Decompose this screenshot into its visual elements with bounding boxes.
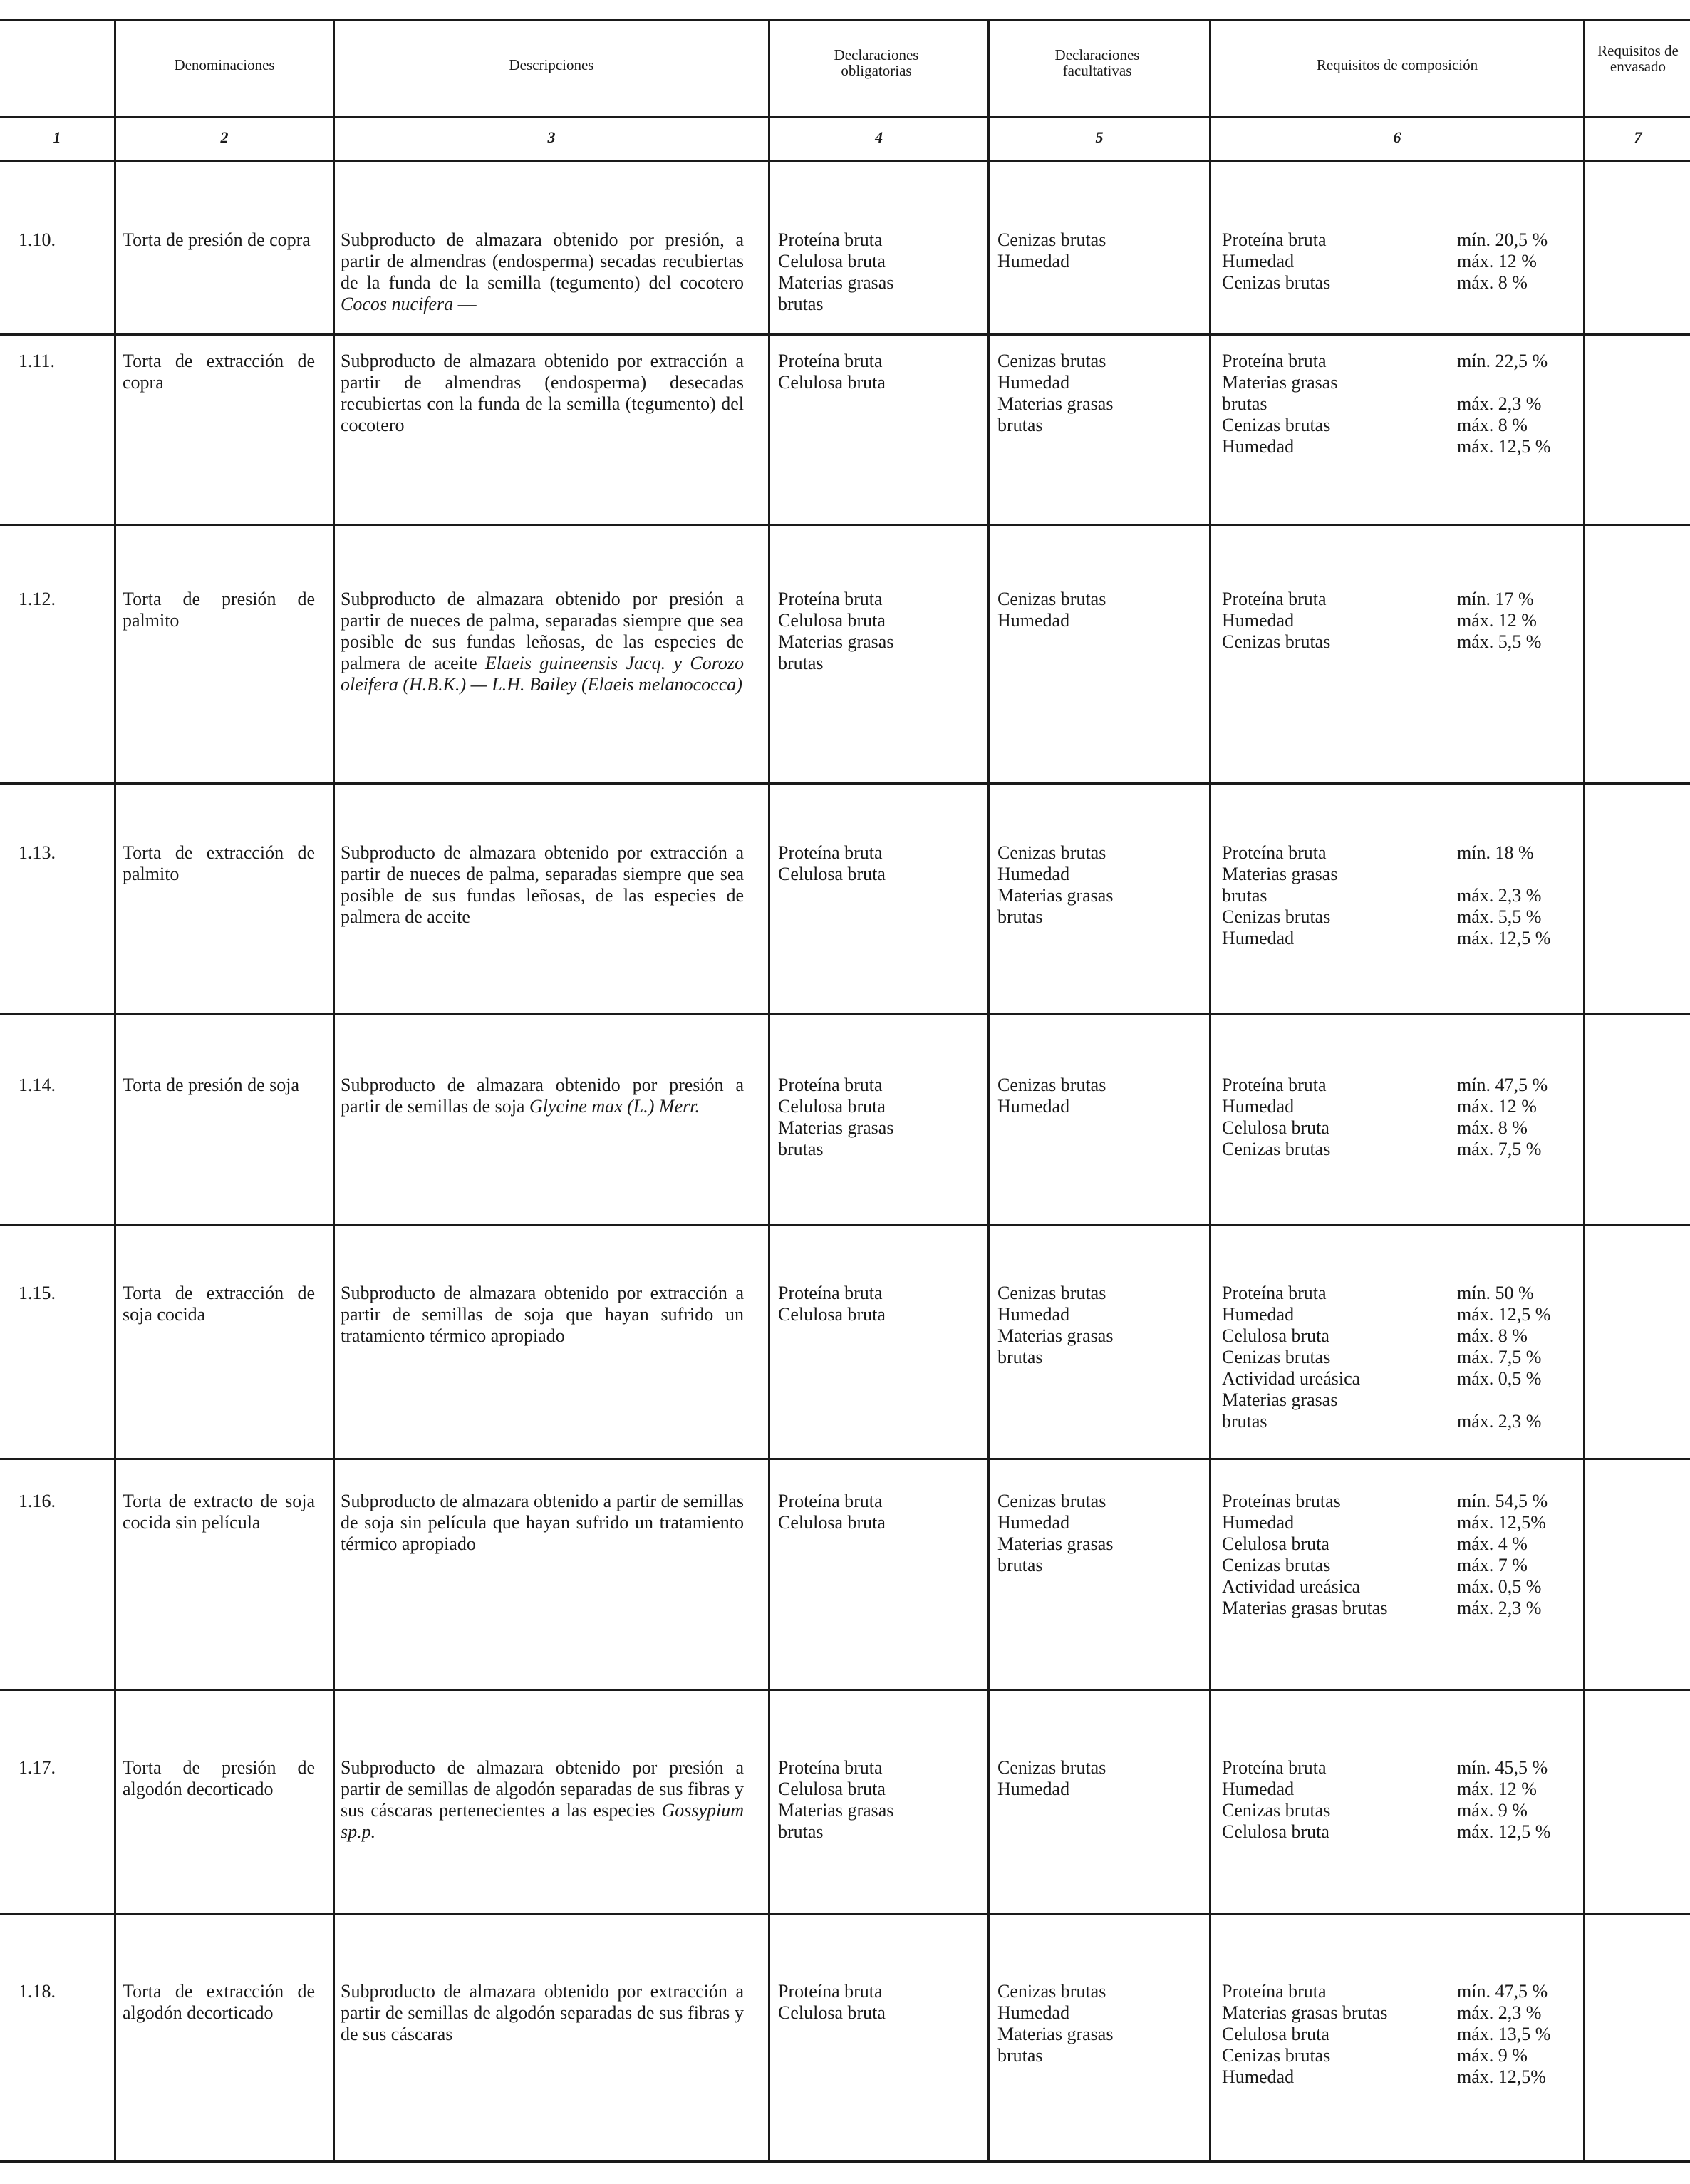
requisito-name: Cenizas brutas: [1222, 415, 1331, 435]
row-divider: [0, 1458, 1690, 1460]
row-descripcion: [341, 1075, 744, 1117]
column-number: 2: [220, 128, 229, 146]
row-number: 1.14.: [19, 1075, 56, 1095]
requisito-value: máx. 2,3 %: [1457, 1598, 1542, 1618]
requisito-name: Humedad: [1222, 610, 1295, 631]
declaraciones-obligatorias-list: [778, 1491, 886, 1533]
requisito-value: máx. 8 %: [1457, 272, 1528, 293]
header-declaraciones-facultativas: Declaraciones facultativas: [1054, 46, 1140, 79]
requisito-value: máx. 12,5%: [1457, 2066, 1546, 2087]
requisito-name: brutas: [1222, 393, 1268, 414]
requisito-value: [1457, 1389, 1550, 1411]
requisito-item: [1222, 351, 1550, 372]
requisito-name: Humedad: [1222, 1096, 1295, 1117]
requisito-value: máx. 12,5%: [1457, 1512, 1546, 1533]
requisito-name: Actividad ureásica: [1222, 1368, 1361, 1389]
requisito-name: Cenizas brutas: [1222, 906, 1331, 927]
requisito-value: máx. 7,5 %: [1457, 1139, 1542, 1159]
requisito-value: máx. 7,5 %: [1457, 1347, 1542, 1367]
declaracion-facultativa-item: Materias grasas: [997, 885, 1114, 906]
requisito-value: máx. 12,5 %: [1457, 928, 1551, 948]
requisito-item: [1222, 1533, 1550, 1555]
requisito-item: [1222, 1283, 1550, 1304]
requisito-item: [1222, 1139, 1550, 1160]
requisito-value: mín. 47,5 %: [1457, 1981, 1548, 2002]
requisito-item: [1222, 1304, 1550, 1325]
declaraciones-facultativas-list: [997, 1283, 1113, 1368]
declaracion-obligatoria-item: Materias grasas: [778, 631, 894, 652]
table-top-border: [0, 19, 1690, 21]
requisito-name: Proteínas brutas: [1222, 1491, 1341, 1511]
declaracion-obligatoria-item: Celulosa bruta: [778, 864, 886, 884]
requisito-item: [1222, 1981, 1550, 2002]
declaracion-facultativa-item: Humedad: [997, 372, 1070, 393]
declaracion-facultativa-item: Humedad: [997, 2002, 1070, 2023]
requisito-item: [1222, 436, 1550, 457]
declaracion-facultativa-item: Materias grasas: [997, 2024, 1114, 2044]
descripcion-species: Cocos nucifera: [341, 294, 454, 314]
requisito-name: Materias grasas: [1222, 864, 1338, 884]
declaracion-obligatoria-item: Celulosa bruta: [778, 251, 886, 271]
row-denominacion: Torta de extracción de algodón decorticado: [123, 1981, 315, 2023]
requisito-value: mín. 50 %: [1457, 1283, 1534, 1303]
descripcion-text: Subproducto de almazara obtenido por presión, a partir de almendras (endosperma) secadas recubiertas de la funda de la semilla (tegumento) del cocotero: [341, 229, 744, 293]
requisito-name: Cenizas brutas: [1222, 1139, 1331, 1159]
column-number: 6: [1393, 128, 1401, 146]
descripcion-species: Gossypium sp.p.: [341, 1800, 744, 1842]
requisito-value: máx. 12 %: [1457, 1096, 1537, 1117]
requisito-value: máx. 9 %: [1457, 2045, 1528, 2066]
requisito-name: Celulosa bruta: [1222, 1325, 1329, 1346]
requisito-item: [1222, 1368, 1550, 1389]
requisito-item: [1222, 1757, 1550, 1779]
descripcion-text: Subproducto de almazara obtenido por presión a partir de semillas de soja: [341, 1075, 744, 1117]
declaracion-obligatoria-item: brutas: [778, 1821, 824, 1842]
requisito-name: Humedad: [1222, 2066, 1295, 2087]
row-descripcion: [341, 229, 744, 315]
declaracion-obligatoria-item: brutas: [778, 1139, 824, 1159]
requisito-value: máx. 8 %: [1457, 1325, 1528, 1346]
requisito-item: [1222, 372, 1550, 393]
descripcion-species: Elaeis guineensis Jacq. y Corozo oleifera (H.B.K.) — L.H. Bailey (Elaeis melanococca): [341, 653, 745, 695]
declaracion-facultativa-item: Humedad: [997, 864, 1070, 884]
requisito-item: [1222, 2045, 1550, 2066]
requisito-name: Humedad: [1222, 1512, 1295, 1533]
declaracion-facultativa-item: Cenizas brutas: [997, 351, 1106, 371]
declaraciones-facultativas-list: [997, 351, 1113, 436]
declaracion-facultativa-item: brutas: [997, 2045, 1043, 2066]
declaracion-obligatoria-item: Celulosa bruta: [778, 1304, 886, 1325]
declaraciones-obligatorias-list: [778, 1283, 886, 1325]
requisito-name: Proteína bruta: [1222, 1757, 1327, 1778]
row-divider: [0, 1224, 1690, 1226]
row-number: 1.12.: [19, 589, 56, 609]
declaracion-facultativa-item: Cenizas brutas: [997, 1283, 1106, 1303]
declaracion-obligatoria-item: Celulosa bruta: [778, 2002, 886, 2023]
requisito-value: máx. 5,5 %: [1457, 631, 1542, 652]
requisito-value: mín. 18 %: [1457, 842, 1534, 863]
requisito-name: Cenizas brutas: [1222, 1555, 1331, 1575]
declaracion-obligatoria-item: Materias grasas: [778, 272, 894, 293]
requisito-name: brutas: [1222, 1411, 1268, 1432]
declaracion-obligatoria-item: Proteína bruta: [778, 351, 883, 371]
declaracion-facultativa-item: Humedad: [997, 610, 1070, 631]
requisito-name: Celulosa bruta: [1222, 2024, 1329, 2044]
requisito-value: máx. 9 %: [1457, 1800, 1528, 1821]
row-number: 1.13.: [19, 842, 56, 863]
requisito-value: mín. 45,5 %: [1457, 1757, 1548, 1778]
table-bottom-border: [0, 2160, 1690, 2163]
row-number: 1.17.: [19, 1757, 56, 1778]
requisito-name: Cenizas brutas: [1222, 1347, 1331, 1367]
row-descripcion: [341, 842, 744, 928]
declaraciones-obligatorias-list: [778, 1981, 886, 2024]
declaracion-obligatoria-item: Materias grasas: [778, 1117, 894, 1138]
descripcion-text: Subproducto de almazara obtenido por extracción a partir de nueces de palma, separadas siempre que sea posible de sus fundas leñosas, de las especies de palmera de aceite: [341, 842, 744, 927]
row-descripcion: [341, 1283, 744, 1347]
declaracion-facultativa-item: brutas: [997, 1347, 1043, 1367]
requisito-name: Proteína bruta: [1222, 1075, 1327, 1095]
requisito-item: [1222, 610, 1550, 631]
requisito-name: Celulosa bruta: [1222, 1117, 1329, 1138]
declaraciones-facultativas-list: [997, 1757, 1106, 1800]
row-denominacion: Torta de extracción de copra: [123, 351, 315, 393]
declaraciones-facultativas-list: [997, 1981, 1113, 2066]
requisito-name: Humedad: [1222, 1779, 1295, 1799]
declaracion-obligatoria-item: Celulosa bruta: [778, 610, 886, 631]
requisito-item: [1222, 842, 1550, 864]
header-declaraciones-obligatorias: Declaraciones obligatorias: [834, 46, 919, 79]
declaracion-facultativa-item: brutas: [997, 1555, 1043, 1575]
requisito-item: [1222, 864, 1550, 885]
requisito-item: [1222, 415, 1550, 436]
declaracion-obligatoria-item: Proteína bruta: [778, 842, 883, 863]
header-requisitos-composicion: Requisitos de composición: [1316, 56, 1478, 73]
row-divider: [0, 333, 1690, 336]
requisito-item: [1222, 1779, 1550, 1800]
row-denominacion: Torta de presión de copra: [123, 229, 311, 250]
requisito-value: mín. 22,5 %: [1457, 351, 1548, 371]
column-divider: [1583, 19, 1585, 2163]
requisito-value: máx. 12 %: [1457, 251, 1537, 271]
row-descripcion: [341, 1757, 744, 1843]
requisito-name: Proteína bruta: [1222, 842, 1327, 863]
requisitos-composicion-list: [1222, 229, 1550, 294]
column-divider: [333, 19, 335, 2163]
declaracion-obligatoria-item: Proteína bruta: [778, 1283, 883, 1303]
requisito-value: máx. 2,3 %: [1457, 1411, 1542, 1432]
requisito-name: brutas: [1222, 885, 1268, 906]
declaracion-facultativa-item: Materias grasas: [997, 1325, 1114, 1346]
header-divider: [0, 116, 1690, 118]
row-descripcion: [341, 1981, 744, 2045]
declaracion-obligatoria-item: brutas: [778, 653, 824, 673]
declaracion-obligatoria-item: Celulosa bruta: [778, 1512, 886, 1533]
requisito-value: máx. 13,5 %: [1457, 2024, 1551, 2044]
requisito-item: [1222, 1491, 1550, 1512]
requisitos-composicion-list: [1222, 589, 1550, 653]
declaracion-facultativa-item: brutas: [997, 415, 1043, 435]
descripcion-text: Subproducto de almazara obtenido por presión a partir de nueces de palma, separadas siempre que sea posible de sus fundas leñosas, de las especies de palmera de aceite: [341, 589, 744, 673]
number-row-divider: [0, 160, 1690, 162]
requisito-name: Cenizas brutas: [1222, 1800, 1331, 1821]
requisitos-composicion-list: [1222, 1283, 1550, 1432]
requisito-item: [1222, 1117, 1550, 1139]
requisito-value: máx. 0,5 %: [1457, 1576, 1542, 1597]
requisito-item: [1222, 229, 1550, 251]
row-number: 1.16.: [19, 1491, 56, 1511]
requisito-value: mín. 17 %: [1457, 589, 1534, 609]
requisito-value: [1457, 372, 1550, 393]
declaraciones-obligatorias-list: [778, 842, 886, 885]
declaracion-obligatoria-item: Celulosa bruta: [778, 1096, 886, 1117]
declaraciones-obligatorias-list: [778, 229, 893, 315]
declaracion-facultativa-item: brutas: [997, 906, 1043, 927]
requisito-value: máx. 2,3 %: [1457, 2002, 1542, 2023]
requisito-name: Celulosa bruta: [1222, 1821, 1329, 1842]
descripcion-text: Subproducto de almazara obtenido por extracción a partir de almendras (endosperma) desecadas recubiertas con la funda de la semilla (tegumento) del cocotero: [341, 351, 744, 435]
requisito-value: máx. 8 %: [1457, 1117, 1528, 1138]
row-number: 1.18.: [19, 1981, 56, 2002]
declaracion-obligatoria-item: Proteína bruta: [778, 589, 883, 609]
declaracion-facultativa-item: Cenizas brutas: [997, 1757, 1106, 1778]
declaracion-obligatoria-item: Proteína bruta: [778, 229, 883, 250]
requisitos-composicion-list: [1222, 1757, 1550, 1843]
requisito-name: Humedad: [1222, 928, 1295, 948]
requisito-item: [1222, 589, 1550, 610]
requisito-item: [1222, 251, 1550, 272]
declaracion-obligatoria-item: Celulosa bruta: [778, 372, 886, 393]
requisito-value: mín. 54,5 %: [1457, 1491, 1548, 1511]
row-divider: [0, 524, 1690, 526]
descripcion-species: Glycine max (L.) Merr.: [529, 1096, 700, 1117]
requisito-value: máx. 5,5 %: [1457, 906, 1542, 927]
declaracion-facultativa-item: Cenizas brutas: [997, 1075, 1106, 1095]
requisito-value: máx. 2,3 %: [1457, 393, 1542, 414]
declaracion-facultativa-item: Humedad: [997, 1096, 1070, 1117]
requisito-value: máx. 8 %: [1457, 415, 1528, 435]
column-number: 1: [53, 128, 61, 146]
column-number: 7: [1634, 128, 1642, 146]
declaracion-obligatoria-item: Proteína bruta: [778, 1981, 883, 2002]
column-number: 3: [547, 128, 556, 146]
requisito-name: Proteína bruta: [1222, 1981, 1327, 2002]
requisito-value: máx. 12,5 %: [1457, 1304, 1551, 1325]
descripcion-text: Subproducto de almazara obtenido por extracción a partir de semillas de soja que hayan sufrido un tratamiento térmico apropiado: [341, 1283, 744, 1346]
row-divider: [0, 1013, 1690, 1015]
requisito-item: [1222, 1821, 1550, 1843]
declaraciones-obligatorias-list: [778, 351, 886, 393]
declaracion-obligatoria-item: Proteína bruta: [778, 1491, 883, 1511]
declaraciones-obligatorias-list: [778, 1075, 893, 1160]
requisito-item: [1222, 1512, 1550, 1533]
row-divider: [0, 782, 1690, 785]
requisito-value: máx. 12 %: [1457, 1779, 1537, 1799]
requisito-item: [1222, 272, 1550, 294]
requisito-name: Cenizas brutas: [1222, 2045, 1331, 2066]
column-divider: [114, 19, 116, 2163]
declaracion-facultativa-item: Cenizas brutas: [997, 1981, 1106, 2002]
descripcion-text: Subproducto de almazara obtenido por presión a partir de semillas de algodón separadas de sus fibras y sus cáscaras pertenecientes a las especies: [341, 1757, 744, 1821]
row-divider: [0, 1689, 1690, 1691]
declaracion-facultativa-item: Humedad: [997, 1304, 1070, 1325]
requisito-item: [1222, 1598, 1550, 1619]
requisito-item: [1222, 1096, 1550, 1117]
requisito-name: Celulosa bruta: [1222, 1533, 1329, 1554]
requisitos-composicion-list: [1222, 1981, 1550, 2088]
row-denominacion: Torta de extracto de soja cocida sin película: [123, 1491, 315, 1533]
requisito-name: Cenizas brutas: [1222, 631, 1331, 652]
requisitos-composicion-list: [1222, 1491, 1550, 1619]
row-denominacion: Torta de extracción de soja cocida: [123, 1283, 315, 1325]
declaracion-facultativa-item: Humedad: [997, 1512, 1070, 1533]
row-descripcion: [341, 1491, 744, 1555]
row-number: 1.15.: [19, 1283, 56, 1303]
requisito-item: [1222, 885, 1550, 906]
requisito-item: [1222, 1347, 1550, 1368]
descripcion-text: Subproducto de almazara obtenido a partir de semillas de soja sin película que hayan sufrido un tratamiento térmico apropiado: [341, 1491, 744, 1554]
requisito-value: máx. 12,5 %: [1457, 436, 1551, 457]
row-denominacion: Torta de presión de palmito: [123, 589, 315, 631]
column-number: 5: [1095, 128, 1104, 146]
requisito-item: [1222, 1576, 1550, 1598]
requisito-item: [1222, 1555, 1550, 1576]
declaracion-facultativa-item: Materias grasas: [997, 393, 1114, 414]
requisito-name: Proteína bruta: [1222, 1283, 1327, 1303]
requisito-name: Cenizas brutas: [1222, 272, 1331, 293]
requisito-value: máx. 7 %: [1457, 1555, 1528, 1575]
declaraciones-facultativas-list: [997, 229, 1106, 272]
requisito-item: [1222, 2066, 1550, 2088]
row-descripcion: [341, 351, 744, 436]
requisito-item: [1222, 1411, 1550, 1432]
requisito-item: [1222, 906, 1550, 928]
row-denominacion: Torta de extracción de palmito: [123, 842, 315, 884]
requisito-name: Proteína bruta: [1222, 229, 1327, 250]
declaraciones-facultativas-list: [997, 589, 1106, 631]
descripcion-tail: —: [453, 294, 477, 314]
requisito-name: Proteína bruta: [1222, 589, 1327, 609]
row-number: 1.10.: [19, 229, 56, 250]
row-number: 1.11.: [19, 351, 56, 371]
column-divider: [768, 19, 770, 2163]
column-number: 4: [875, 128, 883, 146]
requisito-value: máx. 12 %: [1457, 610, 1537, 631]
declaracion-facultativa-item: Cenizas brutas: [997, 229, 1106, 250]
requisito-name: Materias grasas: [1222, 372, 1338, 393]
declaracion-facultativa-item: Materias grasas: [997, 1533, 1114, 1554]
header-descripciones: Descripciones: [509, 56, 594, 73]
requisito-name: Actividad ureásica: [1222, 1576, 1361, 1597]
row-denominacion: Torta de presión de soja: [123, 1075, 299, 1095]
requisito-item: [1222, 631, 1550, 653]
requisitos-composicion-list: [1222, 842, 1550, 949]
declaracion-facultativa-item: Cenizas brutas: [997, 842, 1106, 863]
requisito-item: [1222, 2002, 1550, 2024]
declaracion-facultativa-item: Cenizas brutas: [997, 589, 1106, 609]
declaracion-facultativa-item: Humedad: [997, 1779, 1070, 1799]
requisito-value: máx. 12,5 %: [1457, 1821, 1551, 1842]
requisito-value: máx. 2,3 %: [1457, 885, 1542, 906]
requisito-value: máx. 4 %: [1457, 1533, 1528, 1554]
row-denominacion: Torta de presión de algodón decorticado: [123, 1757, 315, 1799]
requisito-item: [1222, 928, 1550, 949]
declaracion-obligatoria-item: Materias grasas: [778, 1800, 894, 1821]
requisito-item: [1222, 1325, 1550, 1347]
declaraciones-facultativas-list: [997, 842, 1113, 928]
declaraciones-obligatorias-list: [778, 1757, 893, 1843]
header-denominaciones: Denominaciones: [174, 56, 275, 73]
requisito-name: Humedad: [1222, 436, 1295, 457]
requisito-value: mín. 47,5 %: [1457, 1075, 1548, 1095]
column-divider: [987, 19, 990, 2163]
requisito-item: [1222, 1389, 1550, 1411]
row-descripcion: [341, 589, 744, 695]
requisito-name: Proteína bruta: [1222, 351, 1327, 371]
requisito-name: Materias grasas brutas: [1222, 1598, 1388, 1618]
requisito-name: Materias grasas: [1222, 1389, 1338, 1410]
requisito-item: [1222, 393, 1550, 415]
requisitos-composicion-list: [1222, 1075, 1550, 1160]
declaracion-facultativa-item: Humedad: [997, 251, 1070, 271]
declaraciones-facultativas-list: [997, 1075, 1106, 1117]
declaraciones-facultativas-list: [997, 1491, 1113, 1576]
row-divider: [0, 1913, 1690, 1915]
declaraciones-obligatorias-list: [778, 589, 893, 674]
requisitos-composicion-list: [1222, 351, 1550, 457]
declaracion-obligatoria-item: Celulosa bruta: [778, 1779, 886, 1799]
requisito-value: mín. 20,5 %: [1457, 229, 1548, 250]
declaracion-obligatoria-item: brutas: [778, 294, 824, 314]
requisito-name: Humedad: [1222, 251, 1295, 271]
descripcion-text: Subproducto de almazara obtenido por extracción a partir de semillas de algodón separadas de sus fibras y de sus cáscaras: [341, 1981, 744, 2044]
requisito-value: máx. 0,5 %: [1457, 1368, 1542, 1389]
declaracion-facultativa-item: Cenizas brutas: [997, 1491, 1106, 1511]
requisito-name: Materias grasas brutas: [1222, 2002, 1388, 2023]
declaracion-obligatoria-item: Proteína bruta: [778, 1075, 883, 1095]
requisito-value: [1457, 864, 1550, 885]
requisito-name: Humedad: [1222, 1304, 1295, 1325]
header-requisitos-envasado: Requisitos de envasado: [1597, 42, 1679, 75]
column-divider: [1209, 19, 1211, 2163]
requisito-item: [1222, 1800, 1550, 1821]
declaracion-obligatoria-item: Proteína bruta: [778, 1757, 883, 1778]
requisito-item: [1222, 2024, 1550, 2045]
requisito-item: [1222, 1075, 1550, 1096]
